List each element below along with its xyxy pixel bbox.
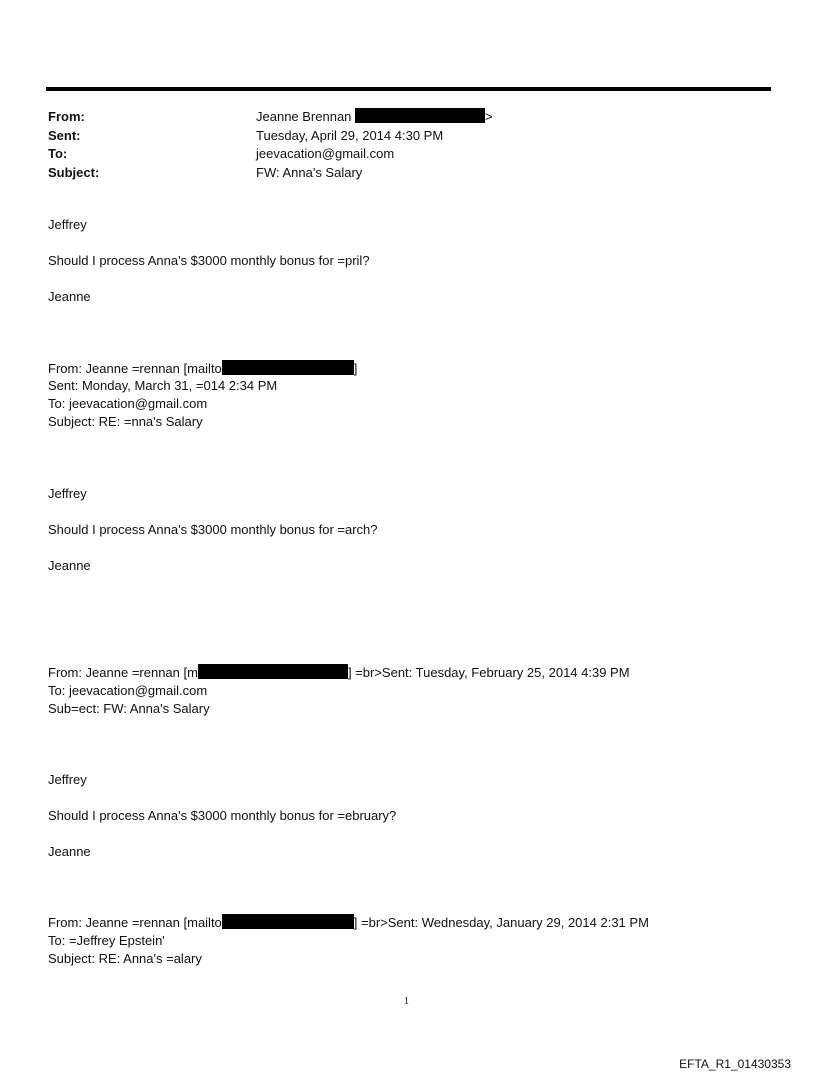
header-from-close: > (485, 109, 493, 124)
header-sent-value: Tuesday, April 29, 2014 4:30 PM (256, 127, 444, 143)
email-header (48, 108, 493, 182)
header-from-label: From: (48, 109, 85, 124)
redaction-bar (222, 360, 354, 375)
header-from-name: Jeanne Brennan (256, 109, 356, 124)
page-number: 1 (404, 996, 409, 1007)
redaction-bar (198, 664, 348, 679)
quote1-from-close: ] (353, 361, 358, 376)
header-to-label: To: (48, 146, 68, 161)
header-sent-label: Sent: (48, 127, 81, 143)
quote3-from-text: From: Jeanne =rennan [mailto (48, 915, 222, 930)
redaction-bar (355, 108, 485, 123)
header-from-row (48, 108, 493, 127)
message1-signature: Jeanne (48, 289, 91, 304)
message3-body: Should I process Anna's $3000 monthly bonus for =ebruary? (48, 808, 397, 823)
quote2-from-text: From: Jeanne =rennan [m (48, 665, 198, 680)
quote1-sent: Sent: Monday, March 31, =014 2:34 PM (48, 378, 278, 393)
bates-number: EFTA_R1_01430353 (679, 1057, 791, 1071)
quote1-subject: Subject: RE: =nna's Salary (48, 414, 203, 429)
header-from-value (256, 108, 493, 127)
quote1-from-text: From: Jeanne =rennan [mailto (48, 361, 222, 376)
header-rule (46, 87, 771, 91)
header-to-row (48, 145, 493, 164)
message2-body: Should I process Anna's $3000 monthly bonus for =arch? (48, 522, 378, 537)
quote2-from-close: ] =br>Sent: Tuesday, February 25, 2014 4:39 PM (347, 665, 630, 680)
header-subject-value: FW: Anna's Salary (256, 164, 363, 180)
redaction-bar (222, 914, 354, 929)
message1-body: Should I process Anna's $3000 monthly bonus for =pril? (48, 253, 370, 268)
message2-greeting: Jeffrey (48, 486, 87, 501)
header-sent-row (48, 127, 493, 146)
quote3-from (48, 914, 649, 931)
quote1-from (48, 360, 357, 377)
quote1-to: To: jeevacation@gmail.com (48, 396, 208, 411)
message3-greeting: Jeffrey (48, 772, 87, 787)
header-subject-row (48, 164, 493, 183)
quote2-from (48, 664, 630, 681)
quote2-subject: Sub=ect: FW: Anna's Salary (48, 701, 210, 716)
quote3-to: To: =Jeffrey Epstein' (48, 933, 165, 948)
message3-signature: Jeanne (48, 844, 91, 859)
message2-signature: Jeanne (48, 558, 91, 573)
quote2-to: To: jeevacation@gmail.com (48, 683, 208, 698)
quote3-subject: Subject: RE: Anna's =alary (48, 951, 202, 966)
header-to-value: jeevacation@gmail.com (256, 146, 395, 161)
quote3-from-close: ] =br>Sent: Wednesday, January 29, 2014 2:31 PM (353, 915, 649, 930)
header-subject-label: Subject: (48, 164, 100, 180)
message1-greeting: Jeffrey (48, 217, 87, 232)
